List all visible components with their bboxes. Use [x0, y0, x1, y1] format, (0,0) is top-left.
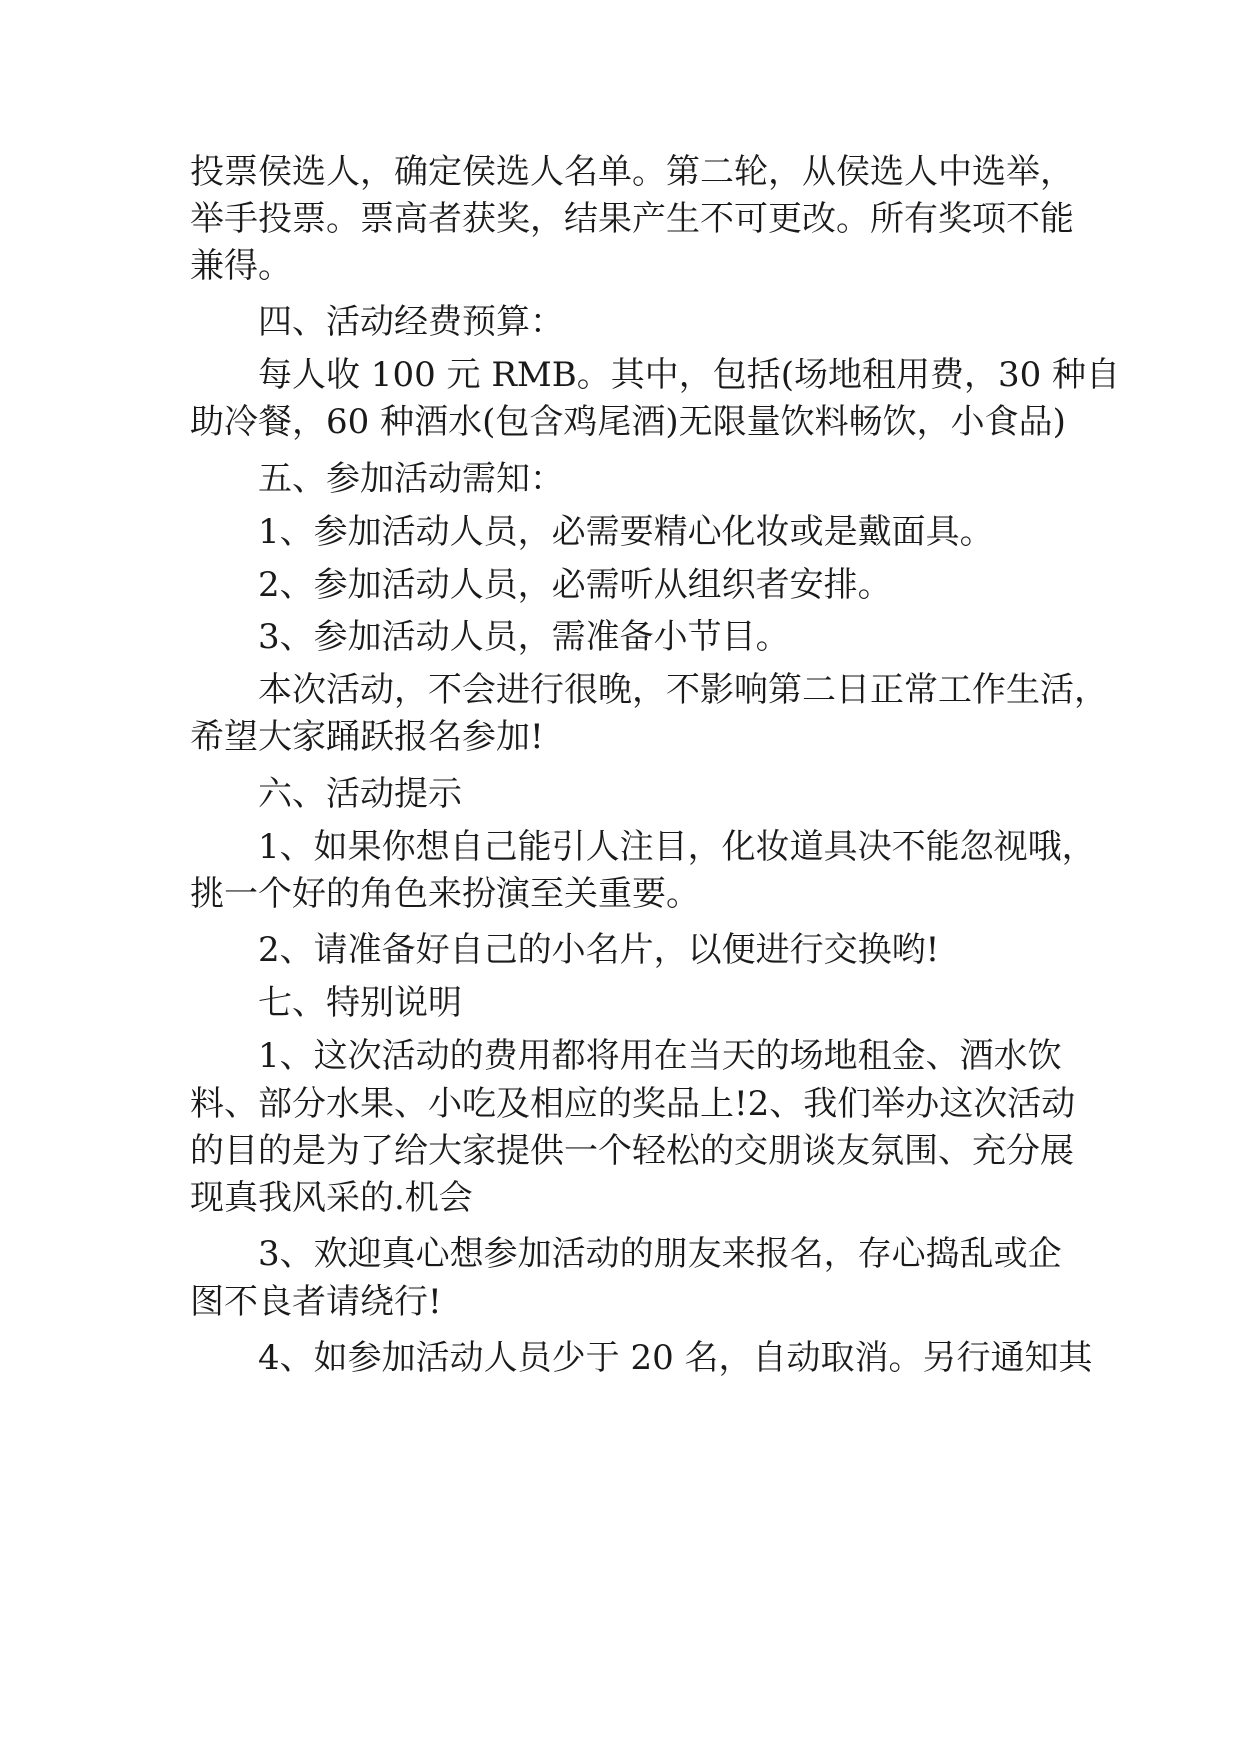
list-item: 1、如果你想自己能引人注目，化妆道具决不能忽视哦， — [258, 827, 1096, 867]
list-item: 3、欢迎真心想参加活动的朋友来报名，存心捣乱或企 — [258, 1234, 1062, 1274]
list-item: 1、参加活动人员，必需要精心化妆或是戴面具。 — [258, 512, 994, 552]
list-item: 2、参加活动人员，必需听从组织者安排。 — [258, 565, 892, 605]
list-item: 2、请准备好自己的小名片，以便进行交换哟! — [258, 930, 940, 970]
text-line: 兼得。 — [190, 246, 292, 286]
text-line: 举手投票。票高者获奖，结果产生不可更改。所有奖项不能 — [190, 199, 1074, 239]
text-line: 的目的是为了给大家提供一个轻松的交朋谈友氛围、充分展 — [190, 1131, 1074, 1171]
text-line: 挑一个好的角色来扮演至关重要。 — [190, 874, 700, 914]
list-item: 3、参加活动人员，需准备小节目。 — [258, 617, 790, 657]
text-line: 图不良者请绕行! — [190, 1282, 442, 1322]
section-heading: 六、活动提示 — [258, 774, 462, 814]
section-heading: 四、活动经费预算： — [258, 302, 564, 342]
section-heading: 七、特别说明 — [258, 983, 462, 1023]
section-heading: 五、参加活动需知： — [258, 459, 564, 499]
list-item: 1、这次活动的费用都将用在当天的场地租金、酒水饮 — [258, 1036, 1062, 1076]
text-line: 现真我风采的.机会 — [190, 1178, 473, 1218]
text-line: 投票侯选人，确定侯选人名单。第二轮，从侯选人中选举， — [190, 152, 1074, 192]
text-line: 每人收 100 元 RMB。其中，包括(场地租用费，30 种自 — [258, 355, 1121, 395]
text-line: 本次活动，不会进行很晚，不影响第二日正常工作生活， — [258, 670, 1108, 710]
list-item: 4、如参加活动人员少于 20 名，自动取消。另行通知其 — [258, 1338, 1093, 1378]
text-line: 料、部分水果、小吃及相应的奖品上!2、我们举办这次活动 — [190, 1084, 1076, 1124]
text-line: 助冷餐，60 种酒水(包含鸡尾酒)无限量饮料畅饮，小食品) — [190, 402, 1066, 442]
text-line: 希望大家踊跃报名参加! — [190, 717, 544, 757]
